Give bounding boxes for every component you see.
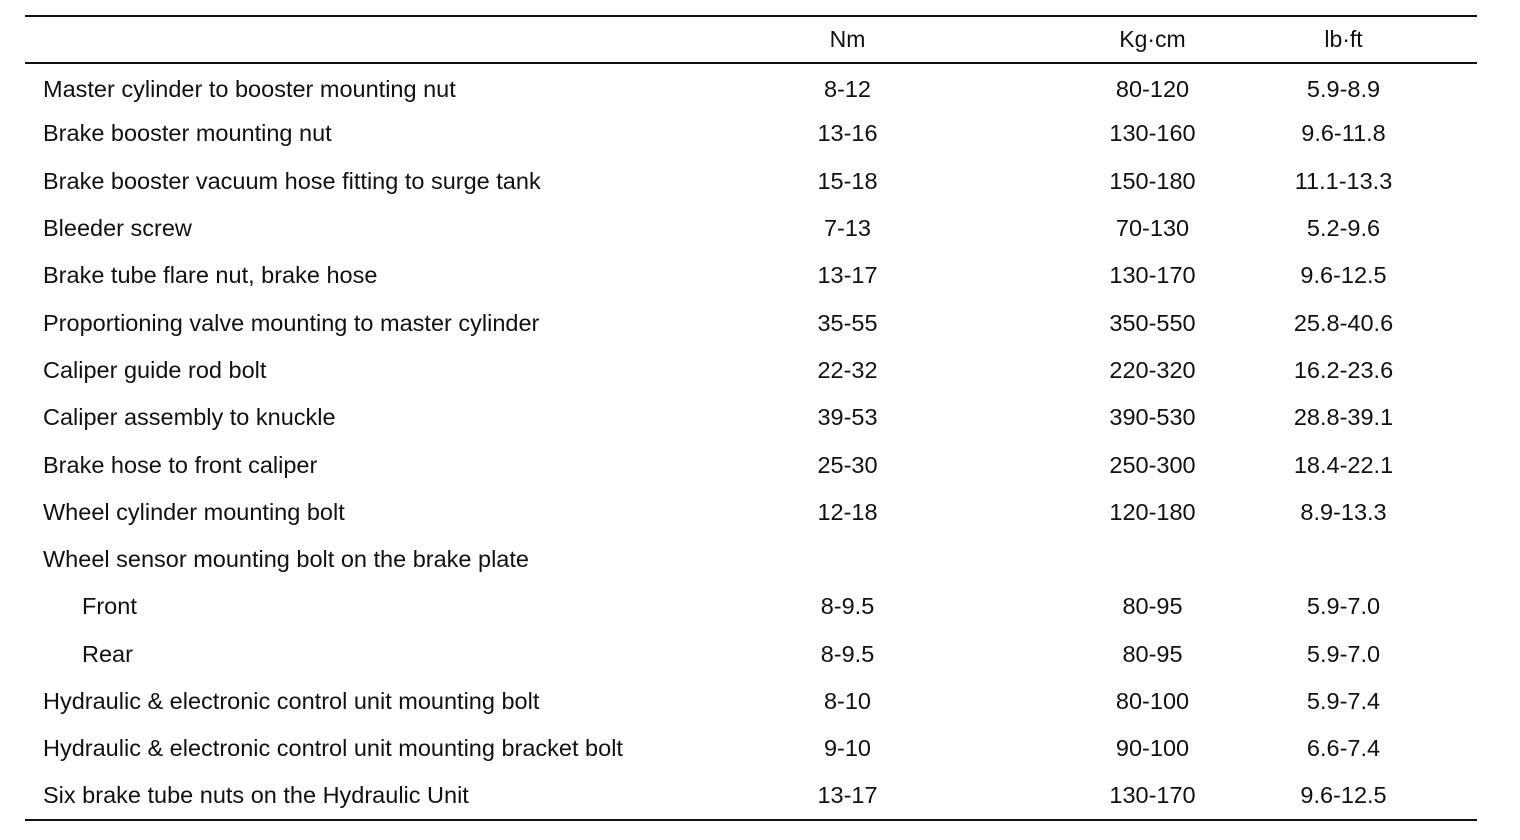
table-row-group-heading <box>25 536 1477 583</box>
cell-kgcm: 130-170 <box>1035 772 1210 819</box>
cell-item: Proportioning valve mounting to master cylinder <box>43 309 540 336</box>
cell-item: Brake booster vacuum hose fitting to surge tank <box>43 167 541 194</box>
cell-nm: 8-9.5 <box>820 640 875 667</box>
cell-nm: 13-17 <box>817 262 878 289</box>
cell-nm: 9-10 <box>823 735 872 762</box>
cell-kgcm: 130-160 <box>1109 120 1196 147</box>
cell-kgcm: 120-180 <box>1109 498 1196 525</box>
cell-nm: 7-13 <box>823 215 872 242</box>
cell-nm: 22-32 <box>817 356 878 383</box>
cell-lbft: 8.9-13.3 <box>1300 498 1387 525</box>
cell-nm: 13-17 <box>760 772 1035 819</box>
header-item <box>25 16 760 63</box>
cell-kgcm: 220-320 <box>1109 356 1196 383</box>
cell-lbft: 25.8-40.6 <box>1293 309 1394 336</box>
cell-lbft: 5.9-7.0 <box>1306 640 1381 667</box>
cell-item: Brake hose to front caliper <box>43 451 318 478</box>
cell-kgcm: 80-120 <box>1115 75 1190 102</box>
cell-kgcm: 70-130 <box>1115 215 1190 242</box>
table-row <box>25 63 1477 110</box>
cell-kgcm: 90-100 <box>1115 735 1190 762</box>
table-row <box>25 441 1477 488</box>
cell-kgcm: 130-170 <box>1109 262 1196 289</box>
cell-kgcm: 80-100 <box>1115 688 1190 714</box>
cell-kgcm: 80-95 <box>1122 593 1183 620</box>
cell-lbft: 9.6-12.5 <box>1210 772 1477 819</box>
torque-spec-table <box>25 15 1477 821</box>
table-row <box>25 158 1477 205</box>
cell-item: Hydraulic & electronic control unit mounting bolt <box>43 688 540 714</box>
cell-nm: 12-18 <box>817 498 878 525</box>
table-row <box>25 631 1477 678</box>
cell-item: Six brake tube nuts on the Hydraulic Unit <box>25 772 760 819</box>
cell-item: Brake booster mounting nut <box>43 120 332 147</box>
table-row <box>25 725 1477 772</box>
cell-item: Rear <box>82 640 133 667</box>
header-lbft: lb·ft <box>1210 16 1477 63</box>
cell-nm: 8-10 <box>823 688 872 714</box>
cell-item: Bleeder screw <box>43 215 192 242</box>
cell-lbft: 5.2-9.6 <box>1306 215 1381 242</box>
cell-item: Wheel cylinder mounting bolt <box>43 498 345 525</box>
table-row <box>25 772 1477 819</box>
cell-kgcm <box>1035 536 1210 583</box>
cell-lbft: 16.2-23.6 <box>1293 356 1394 383</box>
table-row <box>25 347 1477 394</box>
cell-kgcm: 250-300 <box>1109 451 1196 478</box>
table-body <box>25 63 1477 820</box>
table-row <box>25 110 1477 157</box>
cell-nm: 35-55 <box>817 309 878 336</box>
cell-lbft: 5.9-7.4 <box>1306 688 1381 714</box>
cell-nm: 13-16 <box>817 120 878 147</box>
cell-item: Hydraulic & electronic control unit mounting bracket bolt <box>43 735 623 762</box>
cell-kgcm: 80-95 <box>1122 640 1183 667</box>
table-row <box>25 252 1477 299</box>
cell-lbft: 9.6-12.5 <box>1300 262 1387 289</box>
cell-lbft: 9.6-11.8 <box>1301 120 1386 147</box>
cell-nm: 15-18 <box>817 167 878 194</box>
cell-lbft: 5.9-7.0 <box>1306 593 1381 620</box>
cell-lbft: 28.8-39.1 <box>1293 404 1394 431</box>
cell-item: Caliper assembly to knuckle <box>43 404 336 431</box>
table-row <box>25 583 1477 630</box>
cell-nm: 39-53 <box>817 404 878 431</box>
cell-lbft: 18.4-22.1 <box>1293 451 1394 478</box>
table-row <box>25 205 1477 252</box>
table-header <box>25 16 1477 63</box>
header-kgcm: Kg·cm <box>1035 16 1210 63</box>
cell-lbft <box>1210 536 1477 583</box>
table-row <box>25 678 1477 725</box>
cell-lbft: 11.1-13.3 <box>1294 167 1393 194</box>
cell-item: Master cylinder to booster mounting nut <box>43 75 456 102</box>
table-row <box>25 299 1477 346</box>
header-nm: Nm <box>760 16 1035 63</box>
table-row <box>25 394 1477 441</box>
cell-kgcm: 150-180 <box>1109 167 1196 194</box>
cell-nm <box>760 536 1035 583</box>
cell-item: Wheel sensor mounting bolt on the brake plate <box>43 546 529 573</box>
table-row <box>25 489 1477 536</box>
cell-item: Front <box>82 593 137 620</box>
cell-nm: 8-12 <box>823 75 872 102</box>
cell-item: Brake tube flare nut, brake hose <box>43 262 378 289</box>
header-row <box>25 16 1477 63</box>
cell-nm: 8-9.5 <box>820 593 875 620</box>
cell-kgcm: 390-530 <box>1109 404 1196 431</box>
cell-nm: 25-30 <box>817 451 878 478</box>
cell-lbft: 5.9-8.9 <box>1306 75 1381 102</box>
cell-item: Caliper guide rod bolt <box>43 356 267 383</box>
cell-lbft: 6.6-7.4 <box>1306 735 1381 762</box>
cell-kgcm: 350-550 <box>1109 309 1196 336</box>
